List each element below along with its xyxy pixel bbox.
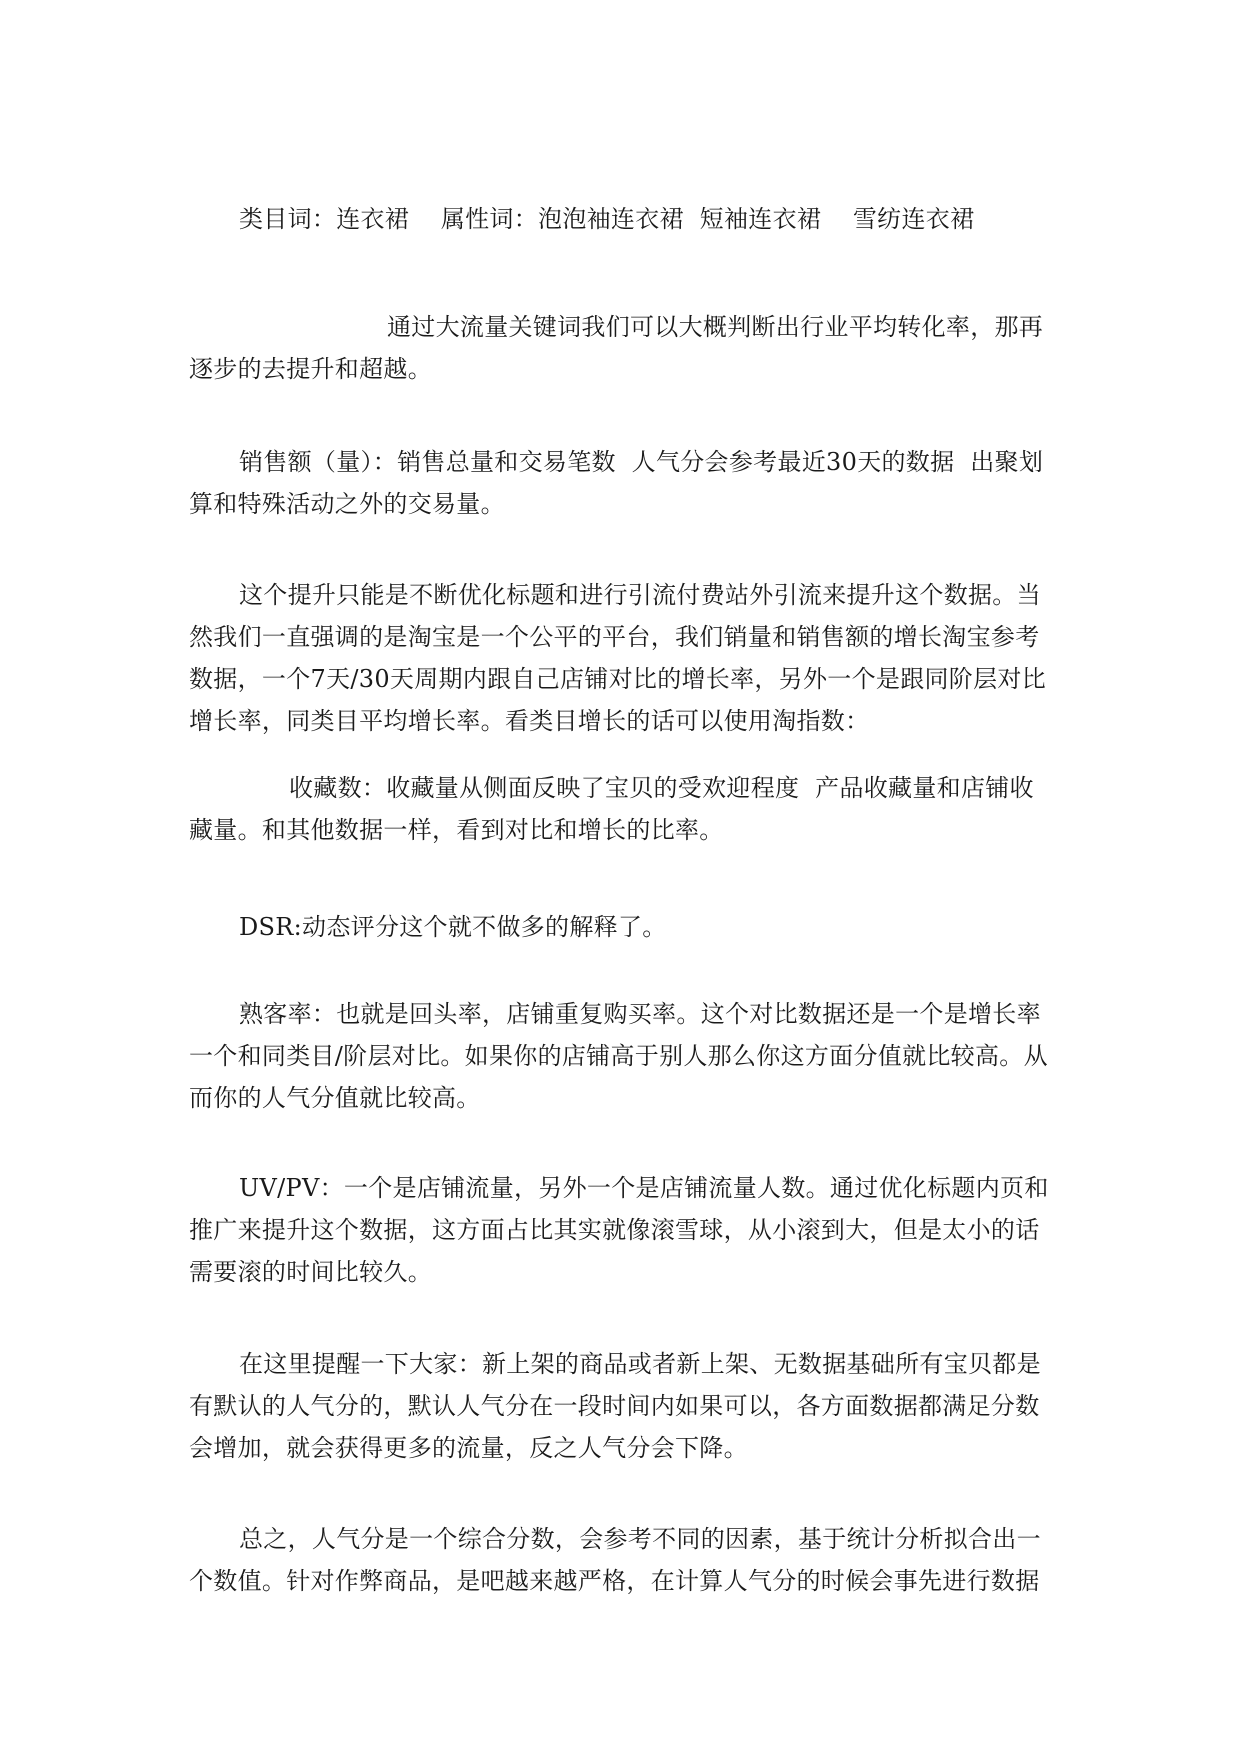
paragraph-favorites: 收藏数：收藏量从侧面反映了宝贝的受欢迎程度 产品收藏量和店铺收藏量。和其他数据一样，看到对比和增长的比率。: [189, 774, 1034, 844]
paragraph-reminder: 在这里提醒一下大家：新上架的商品或者新上架、无数据基础所有宝贝都是有默认的人气分的，默认人气分在一段时间内如果可以，各方面数据都满足分数会增加，就会获得更多的流量，反之人气分会下降。: [189, 1350, 1041, 1462]
paragraph-dsr: DSR:动态评分这个就不做多的解释了。: [239, 913, 667, 941]
paragraph-growth: 这个提升只能是不断优化标题和进行引流付费站外引流来提升这个数据。当然我们一直强调的是淘宝是一个公平的平台，我们销量和销售额的增长淘宝参考数据，一个7天/30天周期内跟自己店铺对比的增长率，另外一个是跟同阶层对比增长率，同类目平均增长率。看类目增长的话可以使用淘指数：: [189, 581, 1046, 735]
paragraph-sales: 销售额（量）：销售总量和交易笔数 人气分会参考最近30天的数据 出聚划算和特殊活动之外的交易量。: [189, 448, 1044, 518]
paragraph-keywords: 类目词：连衣裙 属性词：泡泡袖连衣裙 短袖连衣裙 雪纺连衣裙: [239, 205, 975, 233]
paragraph-uv-pv: UV/PV：一个是店铺流量，另外一个是店铺流量人数。通过优化标题内页和推广来提升这个数据，这方面占比其实就像滚雪球，从小滚到大，但是太小的话需要滚的时间比较久。: [189, 1174, 1049, 1286]
paragraph-summary: 总之，人气分是一个综合分数，会参考不同的因素，基于统计分析拟合出一个数值。针对作弊商品，是吧越来越严格，在计算人气分的时候会事先进行数据: [189, 1525, 1041, 1595]
paragraph-repeat-rate: 熟客率：也就是回头率，店铺重复购买率。这个对比数据还是一个是增长率一个和同类目/阶层对比。如果你的店铺高于别人那么你这方面分值就比较高。从而你的人气分值就比较高。: [189, 1000, 1048, 1112]
paragraph-conversion: 通过大流量关键词我们可以大概判断出行业平均转化率，那再逐步的去提升和超越。: [189, 313, 1044, 383]
